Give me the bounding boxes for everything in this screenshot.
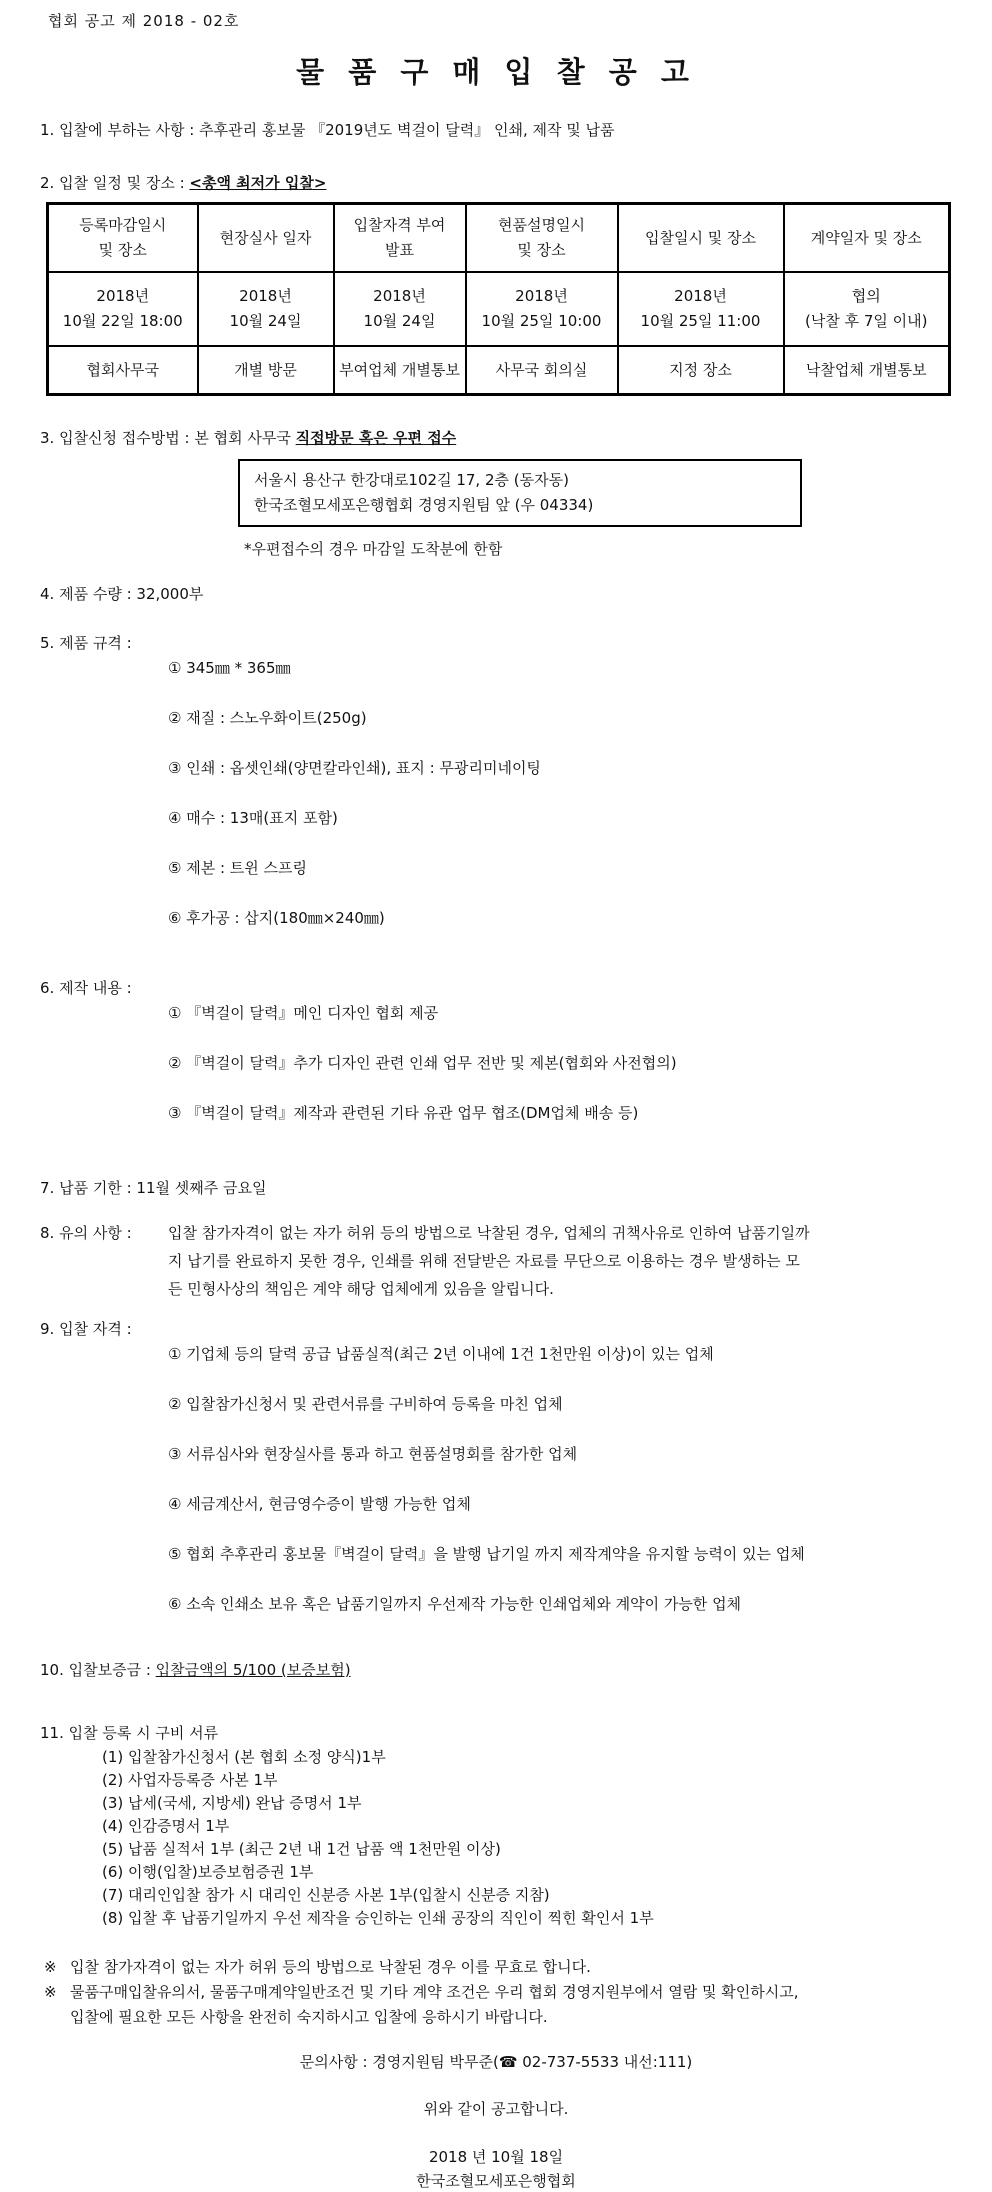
- section-bid-deposit: [40, 1658, 992, 1683]
- spec-item: ③ 인쇄 : 옵셋인쇄(양면칼라인쇄), 표지 : 무광리미네이팅: [168, 759, 541, 777]
- qualification-item: ③ 서류심사와 현장실사를 통과 하고 현품설명회를 참가한 업체: [168, 1445, 578, 1463]
- schedule-place-cell: 낙찰업체 개별통보: [784, 346, 950, 395]
- product-spec-items: [168, 631, 992, 956]
- required-documents-label: 11. 입찰 등록 시 구비 서류: [40, 1724, 219, 1742]
- caution-text: 입찰 참가자격이 없는 자가 허위 등의 방법으로 낙찰된 경우, 업체의 귀책사유로 인하여 납품기일까 지 납기를 완료하지 못한 경우, 인쇄를 위해 전달받은 자료를 무단으로 이용하는 경우 발생하는 모 든 민형사상의 책임은 계약 해당 업체에게 있음을 알립니다.: [168, 1224, 810, 1298]
- bid-deposit-underlined: 입찰금액의 5/100 (보증보험): [155, 1661, 351, 1679]
- required-doc-item: (2) 사업자등록증 사본 1부: [102, 1771, 278, 1789]
- address-line: 서울시 용산구 한강대로102길 17, 2층 (동자동): [254, 471, 569, 489]
- closing-line: 위와 같이 공고합니다.: [423, 2100, 569, 2118]
- spec-item: ② 재질 : 스노우화이트(250g): [168, 709, 367, 727]
- note-text: 입찰 참가자격이 없는 자가 허위 등의 방법으로 낙찰된 경우 이를 무효로 합니다.: [70, 1958, 591, 1976]
- section-bid-qualification: [40, 1317, 992, 1642]
- note-text: 물품구매입찰유의서, 물품구매계약일반조건 및 기타 계약 조건은 우리 협회 경영지원부에서 열람 및 확인하시고, 입찰에 필요한 모든 사항을 완전히 숙지하시고 입찰에 응하시기 바랍니다.: [70, 1983, 799, 2026]
- address-box: [238, 459, 802, 527]
- schedule-datetime-cell: 2018년 10월 22일 18:00: [48, 272, 198, 346]
- contact-prefix: 문의사항 : 경영지원팀 박무준(: [299, 2053, 499, 2071]
- notice-number: 협회 공고 제 2018 - 02호: [48, 12, 240, 30]
- schedule-place-cell: 협회사무국: [48, 346, 198, 395]
- spec-item: ① 345㎜ * 365㎜: [168, 659, 291, 677]
- phone-icon: ☎: [498, 2053, 518, 2071]
- note-item: [44, 1980, 992, 2030]
- qualification-item: ⑤ 협회 추후관리 홍보물『벽걸이 달력』을 발행 납기일 까지 제작계약을 유지할 능력이 있는 업체: [168, 1545, 805, 1563]
- schedule-datetime-cell: 2018년 10월 24일: [334, 272, 466, 346]
- schedule-header-cell: 입찰자격 부여 발표: [334, 204, 466, 273]
- schedule-datetime-row: [48, 272, 950, 346]
- bid-qualification-label: 9. 입찰 자격 :: [40, 1320, 132, 1338]
- required-doc-item: (1) 입찰참가신청서 (본 협회 소정 양식)1부: [102, 1748, 386, 1766]
- application-method-emphasis: 직접방문 혹은 우편 접수: [295, 429, 457, 447]
- note-item: [44, 1955, 992, 1980]
- schedule-header-row: [48, 204, 950, 273]
- production-item: ③ 『벽걸이 달력』제작과 관련된 기타 유관 업무 협조(DM업체 배송 등): [168, 1104, 639, 1122]
- section-required-documents: [40, 1721, 992, 1930]
- application-method-prefix: 3. 입찰신청 접수방법 : 본 협회 사무국: [40, 429, 296, 447]
- schedule-datetime-cell: 2018년 10월 25일 11:00: [618, 272, 784, 346]
- qualification-item: ④ 세금계산서, 현금영수증이 발행 가능한 업체: [168, 1495, 471, 1513]
- spec-item: ⑥ 후가공 : 삽지(180㎜×240㎜): [168, 909, 385, 927]
- schedule-datetime-cell: 2018년 10월 24일: [198, 272, 334, 346]
- qualification-item: ① 기업체 등의 달력 공급 납품실적(최근 2년 이내에 1건 1천만원 이상)이 있는 업체: [168, 1345, 714, 1363]
- document-title: 물 품 구 매 입 찰 공 고: [296, 55, 696, 89]
- spec-item: ⑤ 제본 : 트윈 스프링: [168, 859, 308, 877]
- schedule-datetime-cell: 2018년 10월 25일 10:00: [466, 272, 618, 346]
- schedule-header-cell: 현품설명일시 및 장소: [466, 204, 618, 273]
- qualification-item: ⑥ 소속 인쇄소 보유 혹은 납품기일까지 우선제작 가능한 인쇄업체와 계약이 가능한 업체: [168, 1595, 742, 1613]
- schedule-place-cell: 개별 방문: [198, 346, 334, 395]
- required-doc-item: (5) 납품 실적서 1부 (최근 2년 내 1건 납품 액 1천만원 이상): [102, 1840, 501, 1858]
- reference-mark: ※: [44, 1958, 57, 1976]
- production-content-label: 6. 제작 내용 :: [40, 979, 132, 997]
- section-bid-schedule-heading: [40, 171, 992, 196]
- section-production-content: [40, 976, 992, 1151]
- schedule-header-cell: 현장실사 일자: [198, 204, 334, 273]
- required-documents-items: [102, 1746, 992, 1930]
- schedule-place-cell: 지정 장소: [618, 346, 784, 395]
- section-caution: [40, 1219, 992, 1303]
- contact-line: [0, 2050, 992, 2075]
- address-line: 한국조혈모세포은행협회 경영지원팀 앞 (우 04334): [254, 496, 594, 514]
- section-application-method: [40, 426, 992, 451]
- qualification-item: ② 입찰참가신청서 및 관련서류를 구비하여 등록을 마친 업체: [168, 1395, 563, 1413]
- schedule-heading-emphasis: <총액 최저가 입찰>: [189, 174, 327, 192]
- organization-name: 한국조혈모세포은행협회: [416, 2172, 576, 2190]
- section-product-spec: [40, 631, 992, 956]
- schedule-datetime-cell: 협의 (낙찰 후 7일 이내): [784, 272, 950, 346]
- required-doc-item: (3) 납세(국세, 지방세) 완납 증명서 1부: [102, 1794, 362, 1812]
- reference-mark: ※: [44, 1983, 57, 2001]
- schedule-place-row: [48, 346, 950, 395]
- production-item: ① 『벽걸이 달력』메인 디자인 협회 제공: [168, 1004, 439, 1022]
- required-doc-item: (7) 대리인입찰 참가 시 대리인 신분증 사본 1부(입찰시 신분증 지참): [102, 1886, 550, 1904]
- schedule-table: [46, 202, 951, 396]
- spec-item: ④ 매수 : 13매(표지 포함): [168, 809, 338, 827]
- caution-label: 8. 유의 사항 :: [40, 1224, 132, 1242]
- bid-deposit-prefix: 10. 입찰보증금 :: [40, 1661, 156, 1679]
- schedule-place-cell: 사무국 회의실: [466, 346, 618, 395]
- section-delivery-deadline: 7. 납품 기한 : 11월 셋째주 금요일: [40, 1179, 267, 1197]
- schedule-header-cell: 계약일자 및 장소: [784, 204, 950, 273]
- schedule-place-cell: 부여업체 개별통보: [334, 346, 466, 395]
- announcement-date: 2018 년 10월 18일: [428, 2148, 564, 2166]
- section-bid-subject: 1. 입찰에 부하는 사항 : 추후관리 홍보물 『2019년도 벽걸이 달력』 인쇄, 제작 및 납품: [40, 121, 615, 139]
- footnotes: [44, 1955, 992, 2030]
- product-spec-label: 5. 제품 규격 :: [40, 634, 132, 652]
- schedule-header-cell: 등록마감일시 및 장소: [48, 204, 198, 273]
- required-doc-item: (6) 이행(입찰)보증보험증권 1부: [102, 1863, 314, 1881]
- schedule-heading-prefix: 2. 입찰 일정 및 장소 :: [40, 174, 190, 192]
- required-doc-item: (4) 인감증명서 1부: [102, 1817, 230, 1835]
- postal-note: *우편접수의 경우 마감일 도착분에 한함: [244, 540, 503, 558]
- production-content-items: [168, 976, 992, 1151]
- contact-suffix: 02-737-5533 내선:111): [517, 2053, 693, 2071]
- production-item: ② 『벽걸이 달력』추가 디자인 관련 인쇄 업무 전반 및 제본(협회와 사전협의): [168, 1054, 677, 1072]
- section-quantity: 4. 제품 수량 : 32,000부: [40, 585, 204, 603]
- required-doc-item: (8) 입찰 후 납품기일까지 우선 제작을 승인하는 인쇄 공장의 직인이 찍힌 확인서 1부: [102, 1909, 654, 1927]
- bid-qualification-items: [168, 1317, 992, 1642]
- schedule-header-cell: 입찰일시 및 장소: [618, 204, 784, 273]
